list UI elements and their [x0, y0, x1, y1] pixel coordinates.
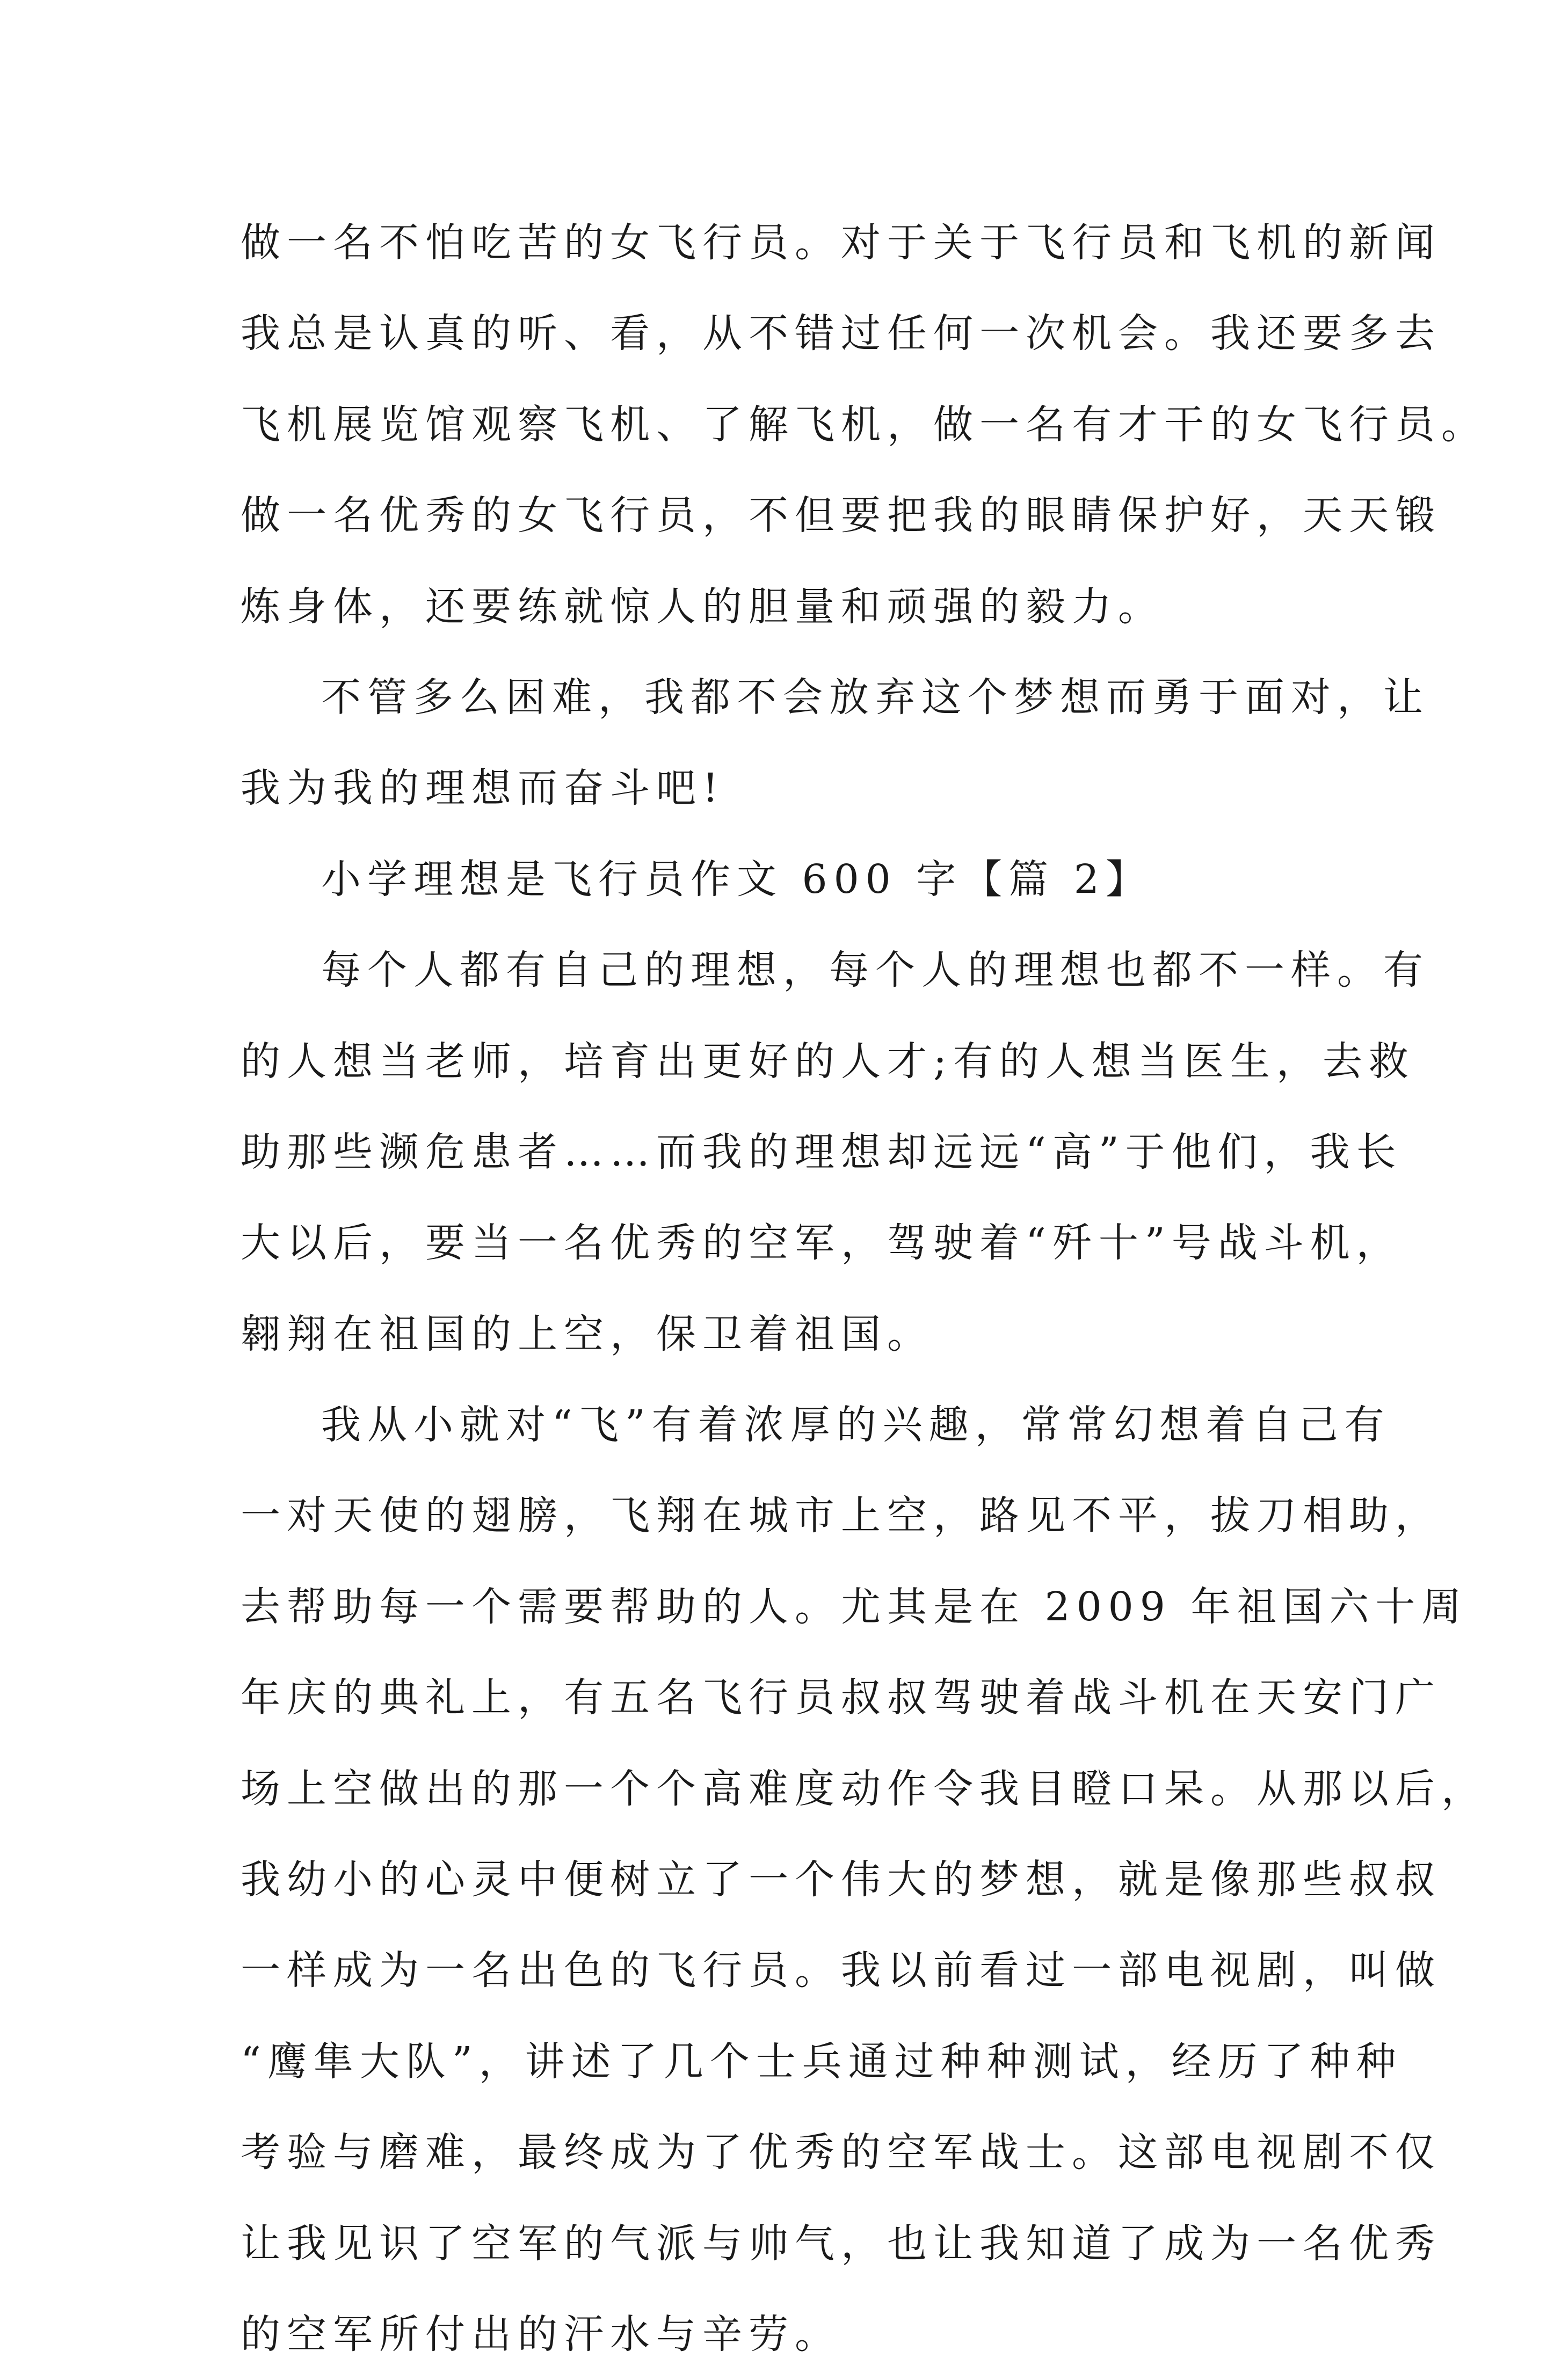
text-line: 的空军所付出的汗水与辛劳。	[241, 2311, 841, 2357]
paragraph-first-line: 不管多么困难，我都不会放弃这个梦想而勇于面对，让	[321, 674, 1429, 720]
text-line: 做一名不怕吃苦的女飞行员。对于关于飞行员和飞机的新闻	[241, 220, 1441, 266]
text-line: 做一名优秀的女飞行员，不但要把我的眼睛保护好，天天锻	[241, 492, 1441, 539]
text-line: 场上空做出的那一个个高难度动作令我目瞪口呆。从那以后，	[241, 1765, 1487, 1812]
text-line: 一样成为一名出色的飞行员。我以前看过一部电视剧，叫做	[241, 1947, 1441, 1994]
text-line: 飞机展览馆观察飞机、了解飞机，做一名有才干的女飞行员。	[241, 401, 1487, 448]
text-line: 的人想当老师，培育出更好的人才;有的人想当医生，去救	[241, 1038, 1415, 1085]
text-line: 大以后，要当一名优秀的空军，驾驶着“歼十”号战斗机，	[241, 1220, 1403, 1267]
text-line: 翱翔在祖国的上空，保卫着祖国。	[241, 1311, 933, 1357]
text-line: 让我见识了空军的气派与帅气，也让我知道了成为一名优秀	[241, 2220, 1441, 2267]
text-line: 一对天使的翅膀，飞翔在城市上空，路见不平，拔刀相助，	[241, 1493, 1441, 1539]
text-line: 年庆的典礼上，有五名飞行员叔叔驾驶着战斗机在天安门广	[241, 1675, 1441, 1721]
text-line: “鹰隼大队”，讲述了几个士兵通过种种测试，经历了种种	[241, 2038, 1403, 2085]
text-line: 我总是认真的听、看，从不错过任何一次机会。我还要多去	[241, 310, 1441, 357]
text-line: 考验与磨难，最终成为了优秀的空军战士。这部电视剧不仅	[241, 2129, 1441, 2176]
paragraph-first-line: 小学理想是飞行员作文 600 字【篇 2】	[321, 856, 1152, 902]
text-line: 我为我的理想而奋斗吧!	[241, 765, 725, 812]
essay-text	[241, 198, 1487, 2380]
text-line: 助那些濒危患者……而我的理想却远远“高”于他们，我长	[241, 1129, 1403, 1175]
text-line: 炼身体，还要练就惊人的胆量和顽强的毅力。	[241, 583, 1164, 630]
text-line: 我幼小的心灵中便树立了一个伟大的梦想，就是像那些叔叔	[241, 1857, 1441, 1903]
text-line: 去帮助每一个需要帮助的人。尤其是在 2009 年祖国六十周	[241, 1583, 1468, 1630]
paragraph-first-line: 我从小就对“飞”有着浓厚的兴趣，常常幻想着自己有	[321, 1402, 1391, 1449]
paragraph-first-line: 每个人都有自己的理想，每个人的理想也都不一样。有	[321, 947, 1429, 994]
